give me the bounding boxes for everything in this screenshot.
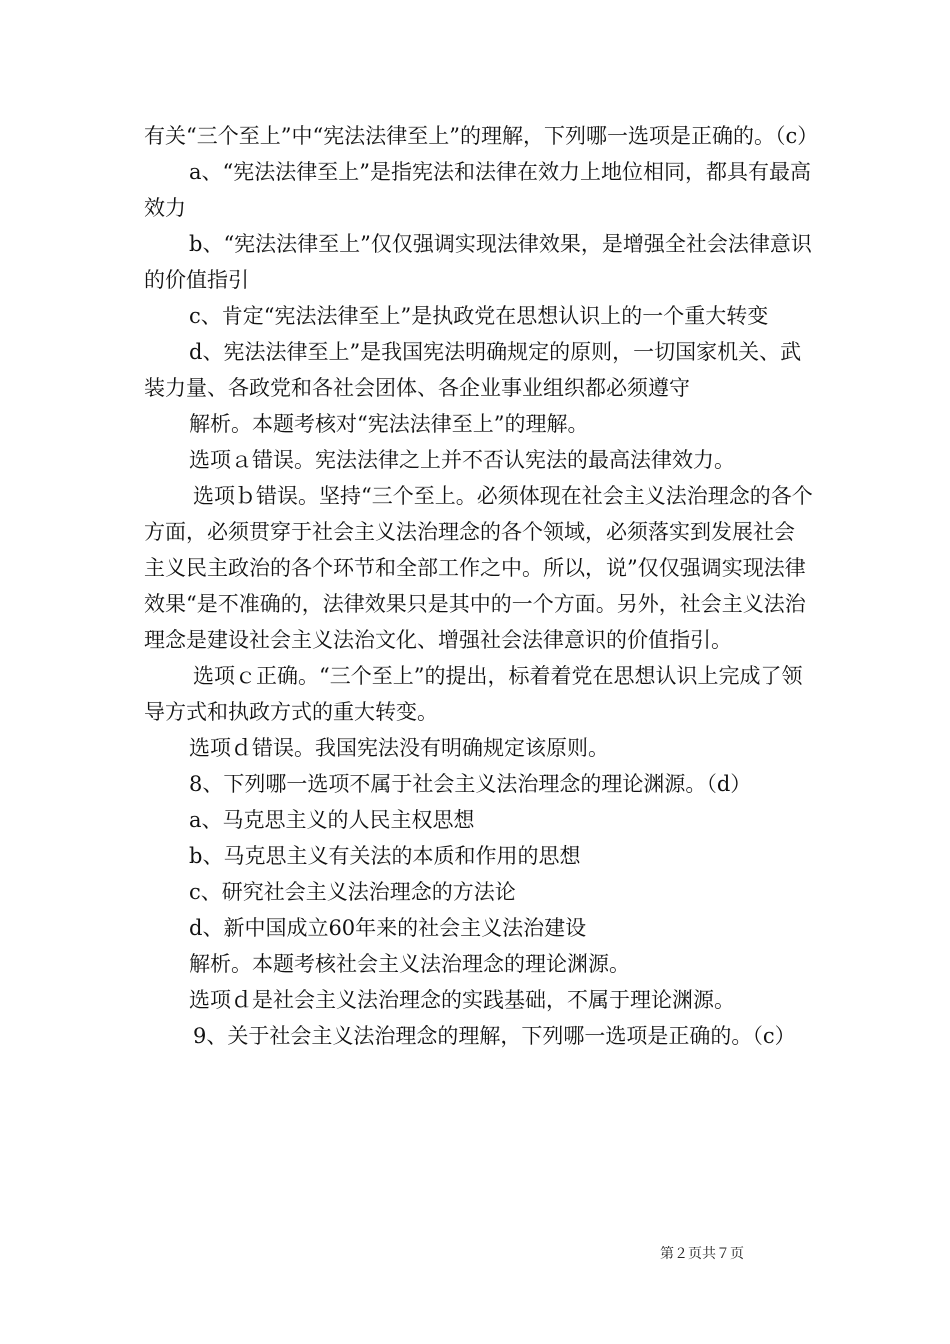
question-7-option-a: a、“宪法法律至上”是指宪法和法律在效力上地位相同，都具有最高效力 xyxy=(144,160,811,220)
question-7-explanation-b: 选项ｂ错误。坚持“三个至上。必须体现在社会主义法治理念的各个方面，必须贯穿于社会主义法治理念的各个领域，必须落实到发展社会主义民主政治的各个环节和全部工作之中。所以，说”仅仅强调实现法律效果“是不准确的，法律效果只是其中的一个方面。另外，社会主义法治理念是建设社会主义法治文化、增强社会法律意识的价值指引。 xyxy=(144,484,813,652)
question-7-option-d: d、宪法法律至上”是我国宪法明确规定的原则，一切国家机关、武装力量、各政党和各社会团体、各企业事业组织都必须遵守 xyxy=(144,340,802,400)
page-number-footer: 第２页共７页 xyxy=(660,1246,744,1262)
question-8-analysis: 解析。本题考核社会主义法治理念的理论渊源。 xyxy=(189,952,630,976)
question-8-option-c: c、研究社会主义法治理念的方法论 xyxy=(189,880,516,904)
question-7-option-c: c、肯定“宪法法律至上”是执政党在思想认识上的一个重大转变 xyxy=(189,304,769,328)
question-7-stem: 有关“三个至上”中“宪法法律至上”的理解，下列哪一选项是正确的。（c） xyxy=(144,124,819,148)
question-7-explanation-c: 选项ｃ正确。“三个至上”的提出，标着着党在思想认识上完成了领导方式和执政方式的重大转变。 xyxy=(144,664,803,724)
question-8-option-a: a、马克思主义的人民主权思想 xyxy=(189,808,475,832)
question-8-option-d: d、新中国成立60年来的社会主义法治建设 xyxy=(189,916,587,940)
question-8-stem: 8、下列哪一选项不属于社会主义法治理念的理论渊源。（d） xyxy=(189,772,752,796)
question-7-explanation-d: 选项ｄ错误。我国宪法没有明确规定该原则。 xyxy=(189,736,609,760)
question-9-stem: 9、关于社会主义法治理念的理解，下列哪一选项是正确的。（c） xyxy=(193,1024,796,1048)
question-8-explanation-d: 选项ｄ是社会主义法治理念的实践基础，不属于理论渊源。 xyxy=(189,988,735,1012)
question-7-option-b: b、“宪法法律至上”仅仅强调实现法律效果，是增强全社会法律意识的价值指引 xyxy=(144,232,812,292)
document-body xyxy=(144,118,819,1054)
question-7-analysis: 解析。本题考核对“宪法法律至上”的理解。 xyxy=(189,412,589,436)
question-7-explanation-a: 选项ａ错误。宪法法律之上并不否认宪法的最高法律效力。 xyxy=(189,448,735,472)
question-8-option-b: b、马克思主义有关法的本质和作用的思想 xyxy=(189,844,581,868)
